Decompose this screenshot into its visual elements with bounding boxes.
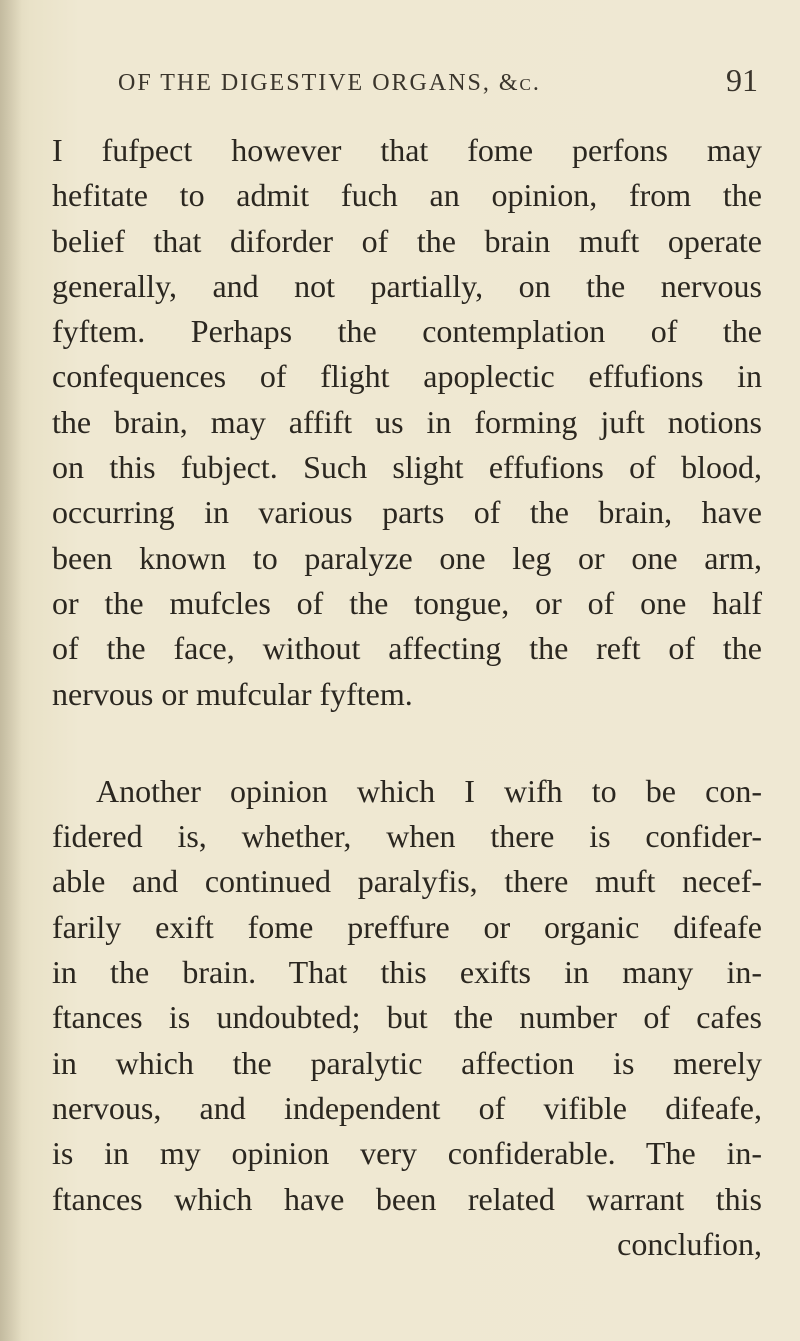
text-line: of the face, without affecting the reft of the <box>52 630 762 667</box>
gutter-shadow <box>0 0 22 1341</box>
catchword: conclufion, <box>617 1225 762 1262</box>
text-line: ftances which have been related warrant this <box>52 1180 762 1217</box>
text-line: I fufpect however that fome perfons may <box>52 132 762 168</box>
text-line: able and continued paralyfis, there muft necef- <box>52 863 762 900</box>
text-line: in which the paralytic affection is merely <box>52 1044 762 1081</box>
text-line: confequences of flight apoplectic effufions in <box>52 358 762 395</box>
text-line: ftances is undoubted; but the number of cafes <box>52 999 762 1036</box>
text-line: nervous or mufcular fyftem. <box>52 675 413 712</box>
running-head-title: OF THE DIGESTIVE ORGANS, &c. <box>118 70 541 96</box>
text-line: occurring in various parts of the brain, have <box>52 494 762 531</box>
text-line: in the brain. That this exifts in many in- <box>52 954 762 991</box>
text-line: been known to paralyze one leg or one arm, <box>52 539 762 576</box>
text-line: is in my opinion very confiderable. The in- <box>52 1135 762 1172</box>
paragraph-gap <box>52 717 762 769</box>
text-line: the brain, may affift us in forming juft notions <box>52 403 762 440</box>
text-line: belief that diforder of the brain muft operate <box>52 222 762 259</box>
text-line: hefitate to admit fuch an opinion, from the <box>52 177 762 214</box>
text-line: or the mufcles of the tongue, or of one half <box>52 584 762 621</box>
page-number: 91 <box>726 62 758 98</box>
body-text <box>52 128 762 1267</box>
text-line: fyftem. Perhaps the contemplation of the <box>52 313 762 350</box>
text-line: fidered is, whether, when there is confider- <box>52 818 762 855</box>
text-line: farily exift fome preffure or organic difeafe <box>52 908 762 945</box>
text-line: on this fubject. Such slight effufions of blood, <box>52 449 762 486</box>
text-line: nervous, and independent of vifible difeafe, <box>52 1089 762 1126</box>
text-line: Another opinion which I wifh to be con- <box>96 772 762 809</box>
paragraph-2 <box>52 769 762 1267</box>
paragraph-1 <box>52 128 762 717</box>
running-head <box>118 62 758 102</box>
text-line: generally, and not partially, on the nervous <box>52 267 762 304</box>
